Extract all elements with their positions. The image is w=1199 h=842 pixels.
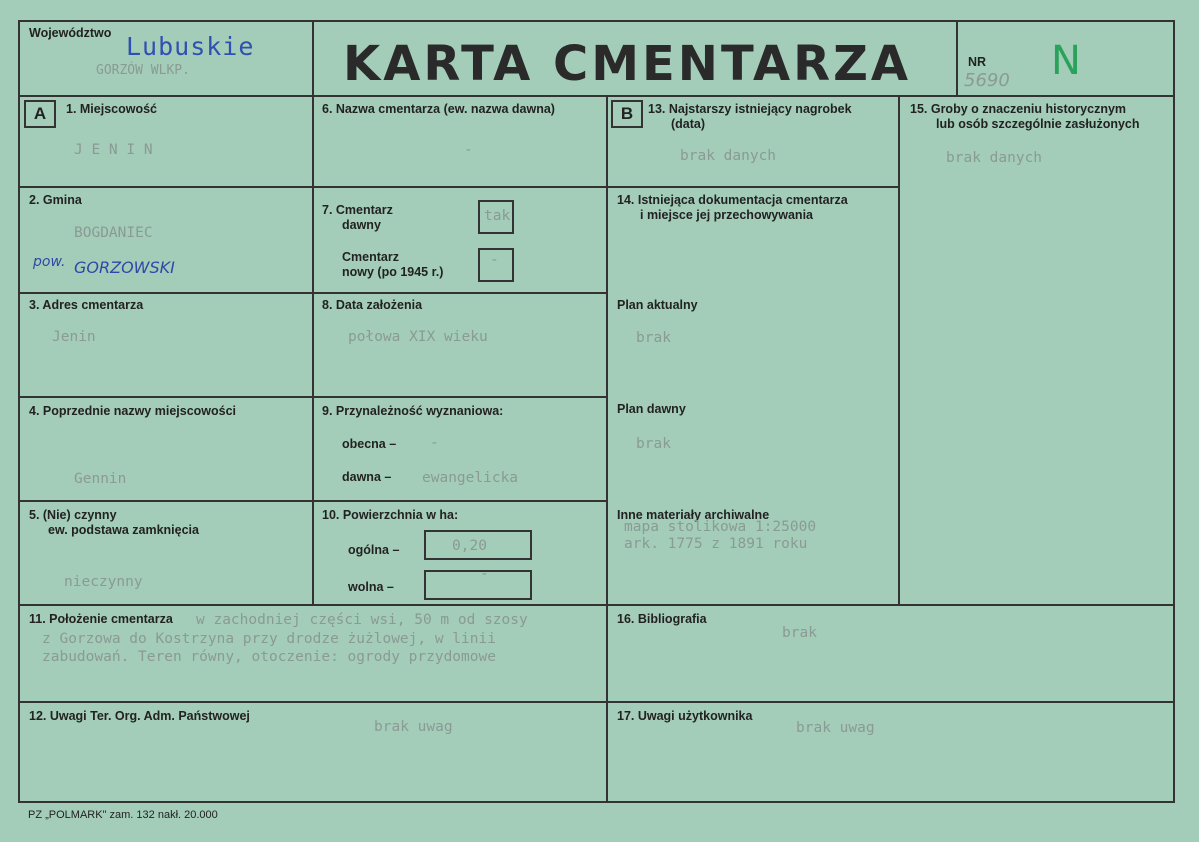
field-2-value: BOGDANIEC [74,225,153,241]
field-12-value: brak uwag [374,719,453,735]
inne-line-2: ark. 1775 z 1891 roku [624,536,808,552]
field-1-label: 1. Miejscowość [66,102,158,116]
col-divider-3 [898,95,900,605]
row-divider-b1 [606,186,900,188]
field-15-label-1: 15. Groby o znaczeniu historycznym [910,102,1127,116]
field-5-value: nieczynny [64,574,143,590]
row-divider-4 [18,500,608,502]
field-1-value: J E N I N [74,142,153,158]
field-12-label: 12. Uwagi Ter. Org. Adm. Państwowej [29,709,250,723]
plan-aktualny-label: Plan aktualny [617,298,698,312]
nr-mark: N [1051,38,1081,84]
field-2-pow-value: GORZOWSKI [74,258,175,277]
header-divider [18,95,1175,97]
plan-dawny-value: brak [636,436,671,452]
field-13-label-2: (data) [671,117,706,131]
inne-line-1: mapa stolikowa 1:25000 [624,519,817,535]
field-15-value: brak danych [946,150,1043,166]
row-divider-3 [18,396,608,398]
field-11-line-1: w zachodniej części wsi, 50 m od szosy [196,612,528,628]
field-9-obecna-value: - [430,435,439,451]
row-divider-5 [18,604,1175,606]
frame-right [1173,20,1175,803]
nr-value: 5690 [964,70,1010,91]
field-7-nowy-value: - [490,252,499,268]
field-14-label-2: i miejsce jej przechowywania [640,208,813,222]
field-10-wolna-box [424,570,532,600]
field-17-label: 17. Uwagi użytkownika [617,709,753,723]
field-11-label: 11. Położenie cmentarza [29,612,173,626]
field-9-dawna-label: dawna – [342,470,392,484]
inne-label: Inne materiały archiwalne [617,508,770,522]
field-10-ogolna-label: ogólna – [348,543,400,557]
field-14-label-1: 14. Istniejąca dokumentacja cmentarza [617,193,848,207]
field-16-value: brak [782,625,817,641]
field-8-label: 8. Data założenia [322,298,423,312]
wojewodztwo-label: Województwo [29,26,112,40]
frame-top [18,20,1175,22]
field-8-value: połowa XIX wieku [348,329,488,345]
field-17-value: brak uwag [796,720,875,736]
field-15-label-2: lub osób szczególnie zasłużonych [936,117,1140,131]
field-7-label-2b: nowy (po 1945 r.) [342,265,444,279]
field-3-label: 3. Adres cmentarza [29,298,144,312]
field-7-label-1a: 7. Cmentarz [322,203,393,217]
plan-dawny-label: Plan dawny [617,402,686,416]
field-5-label-2: ew. podstawa zamknięcia [48,523,199,537]
field-6-value: - [464,142,473,158]
field-7-label-2a: Cmentarz [342,250,399,264]
field-13-value: brak danych [680,148,777,164]
field-2-pow-label: pow. [33,254,66,270]
nr-label: NR [968,55,987,69]
field-10-wolna-label: wolna – [348,580,394,594]
printer-footer: PZ „POLMARK" zam. 132 nakł. 20.000 [28,809,218,821]
col-divider-2 [606,95,608,803]
field-3-value: Jenin [52,329,96,345]
frame-bottom [18,801,1175,803]
row-divider-6 [18,701,1175,703]
field-10-ogolna-value: 0,20 [452,538,487,554]
field-4-value: Gennin [74,471,127,487]
field-4-label: 4. Poprzednie nazwy miejscowości [29,404,237,418]
field-7-label-1b: dawny [342,218,381,232]
field-11-line-3: zabudowań. Teren równy, otoczenie: ogrody przydomowe [42,649,496,665]
wojewodztwo-stamp: Lubuskie [126,32,255,61]
field-9-dawna-value: ewangelicka [422,470,519,486]
field-9-obecna-label: obecna – [342,437,397,451]
field-2-label: 2. Gmina [29,193,82,207]
field-10-wolna-value: - [480,566,489,582]
field-11-line-2: z Gorzowa do Kostrzyna przy drodze żużlowej, w linii [42,631,496,647]
field-5-label-1: 5. (Nie) czynny [29,508,117,522]
field-7-dawny-value: tak [484,208,511,224]
nr-divider [956,20,958,97]
field-6-label: 6. Nazwa cmentarza (ew. nazwa dawna) [322,102,555,116]
page-title: KARTA CMENTARZA [343,36,912,92]
wojewodztwo-typed: GORZÓW WLKP. [96,63,190,78]
section-a-box: A [24,100,56,128]
field-10-label: 10. Powierzchnia w ha: [322,508,459,522]
row-divider-2 [18,292,608,294]
field-9-label: 9. Przynależność wyznaniowa: [322,404,504,418]
field-13-label-1: 13. Najstarszy istniejący nagrobek [648,102,852,116]
plan-aktualny-value: brak [636,330,671,346]
section-b-box: B [611,100,643,128]
row-divider-1 [18,186,608,188]
frame-left [18,20,20,803]
field-16-label: 16. Bibliografia [617,612,707,626]
col-divider-1 [312,20,314,605]
